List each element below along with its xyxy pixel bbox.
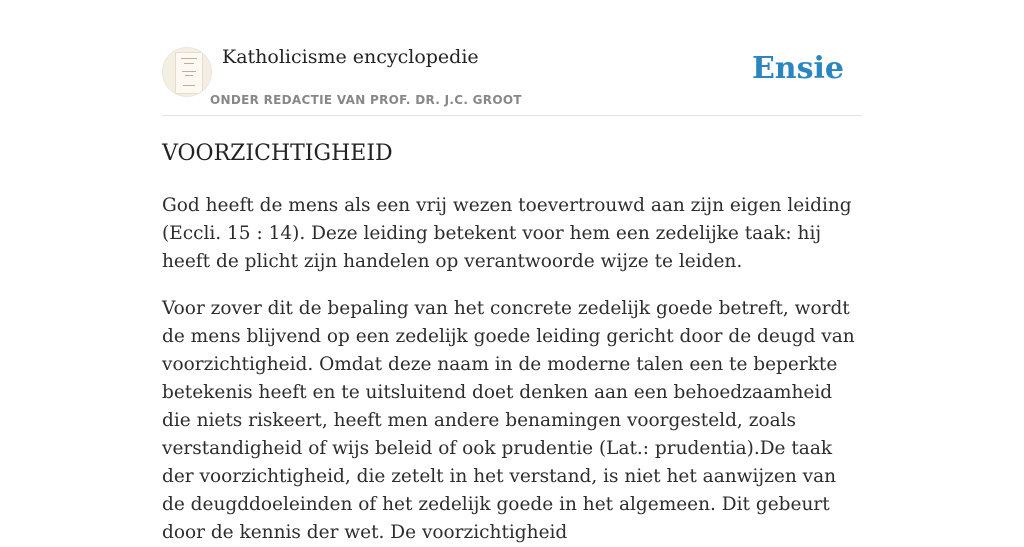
editor-credit: ONDER REDACTIE VAN PROF. DR. J.C. GROOT bbox=[210, 93, 522, 107]
cover-line bbox=[181, 58, 197, 59]
book-cover-page bbox=[175, 52, 203, 94]
book-cover-thumbnail[interactable] bbox=[162, 47, 212, 97]
ensie-logo[interactable]: Ensie bbox=[751, 51, 844, 86]
entry-paragraph-2: Voor zover dit de bepaling van het concrete zedelijk goede betreft, wordt de mens blijvend op een zedelijk goede leiding gericht door de deugd van voorzichtigheid. Omdat deze naam in de moderne talen een te beperkte betekenis heeft en te uitsluitend doet denken aan een behoedzaamheid die niets riskeert, heeft men andere benamingen voorgesteld, zoals verstandigheid of wijs beleid of ook prudentie (Lat.: prudentia).De taak der voorzichtigheid, die zetelt in het verstand, is niet het aanwijzen van de deugddoeleinden of het zedelijk goede in het algemeen. Dit gebeurt door de kennis der wet. De voorzichtigheid bbox=[162, 298, 855, 543]
cover-line bbox=[182, 71, 196, 72]
entry-title: VOORZICHTIGHEID bbox=[162, 141, 393, 166]
header bbox=[162, 40, 862, 116]
cover-line bbox=[183, 85, 195, 86]
cover-line bbox=[185, 75, 193, 76]
entry-paragraph-1: God heeft de mens als een vrij wezen toevertrouwd aan zijn eigen leiding (Eccli. 15 : 14). Deze leiding betekent voor hem een zedelijke taak: hij heeft de plicht zijn handelen op verantwoorde wijze te leiden. bbox=[162, 195, 852, 272]
book-title[interactable]: Katholicisme encyclopedie bbox=[222, 46, 479, 68]
cover-line bbox=[184, 63, 194, 64]
